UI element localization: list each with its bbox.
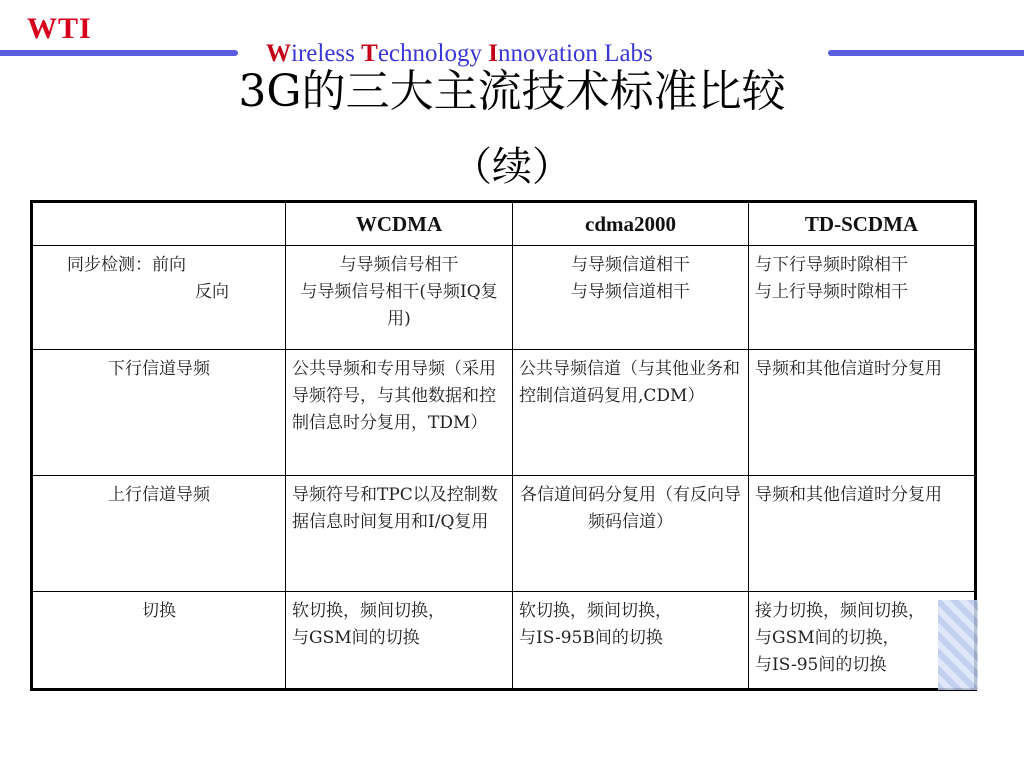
lab-name-word-technology: echnology [377,40,489,67]
cell-line: 与导频信道相干 [571,282,690,302]
cell-line: 软切换，频间切换， [292,601,445,621]
row-label-uplink-pilot: 上行信道导频 [32,476,286,592]
cell-line: 与GSM间的切换 [292,628,420,648]
cell-line: 与IS-95B间的切换 [519,628,663,648]
wti-logo: WTI [27,12,92,45]
header-rule-left [0,50,238,56]
decorative-corner-pattern [938,600,978,690]
row-label-handover: 切换 [32,592,286,690]
cell-line: 与IS-95间的切换 [755,655,887,675]
cell-downlink-cdma2000: 公共导频信道（与其他业务和控制信道码复用,CDM） [513,350,749,476]
cell-line: 与导频信号相干(导频IQ复用) [300,282,498,329]
table-row-handover [32,592,976,690]
cell-line: 与下行导频时隙相干 [755,255,908,275]
row-label-sync-detection [32,246,286,350]
cell-line: 接力切换，频间切换， [755,601,925,621]
cell-sync-cdma2000 [513,246,749,350]
cell-line: 软切换，频间切换， [519,601,672,621]
table-corner-cell [32,202,286,246]
slide-subtitle: （续） [452,144,572,190]
column-header-wcdma: WCDMA [286,202,513,246]
cell-uplink-td-scdma: 导频和其他信道时分复用 [749,476,976,592]
cell-handover-cdma2000 [513,592,749,690]
column-header-cdma2000: cdma2000 [513,202,749,246]
lab-name-word-innovation: nnovation Labs [497,40,653,67]
column-header-td-scdma: TD-SCDMA [749,202,976,246]
comparison-table [30,200,977,691]
cell-sync-wcdma [286,246,513,350]
table-row-sync-detection [32,246,976,350]
row-label-sync-forward: 同步检测：前向 [67,255,186,275]
slide-title: 3G的三大主流技术标准比较 [238,66,786,117]
cell-line: 与导频信道相干 [571,255,690,275]
cell-handover-wcdma [286,592,513,690]
lab-name-initial-i: I [488,40,498,67]
cell-uplink-wcdma: 导频符号和TPC以及控制数据信息时间复用和I/Q复用 [286,476,513,592]
cell-line: 与GSM间的切换， [755,628,900,648]
cell-sync-td-scdma [749,246,976,350]
cell-downlink-wcdma: 公共导频和专用导频（采用导频符号，与其他数据和控制信息时分复用，TDM） [286,350,513,476]
lab-name-initial-w: W [266,40,291,67]
cell-uplink-cdma2000: 各信道间码分复用（有反向导频码信道） [513,476,749,592]
lab-name-initial-t: T [361,40,378,67]
lab-name-word-wireless: ireless [291,40,362,67]
cell-downlink-td-scdma: 导频和其他信道时分复用 [749,350,976,476]
row-label-sync-reverse: 反向 [195,282,229,302]
table-row-uplink-pilot [32,476,976,592]
cell-line: 与导频信号相干 [339,255,459,275]
header-rule-right [828,50,1024,56]
table-header-row [32,202,976,246]
table-row-downlink-pilot [32,350,976,476]
row-label-downlink-pilot: 下行信道导频 [32,350,286,476]
cell-line: 与上行导频时隙相干 [755,282,908,302]
